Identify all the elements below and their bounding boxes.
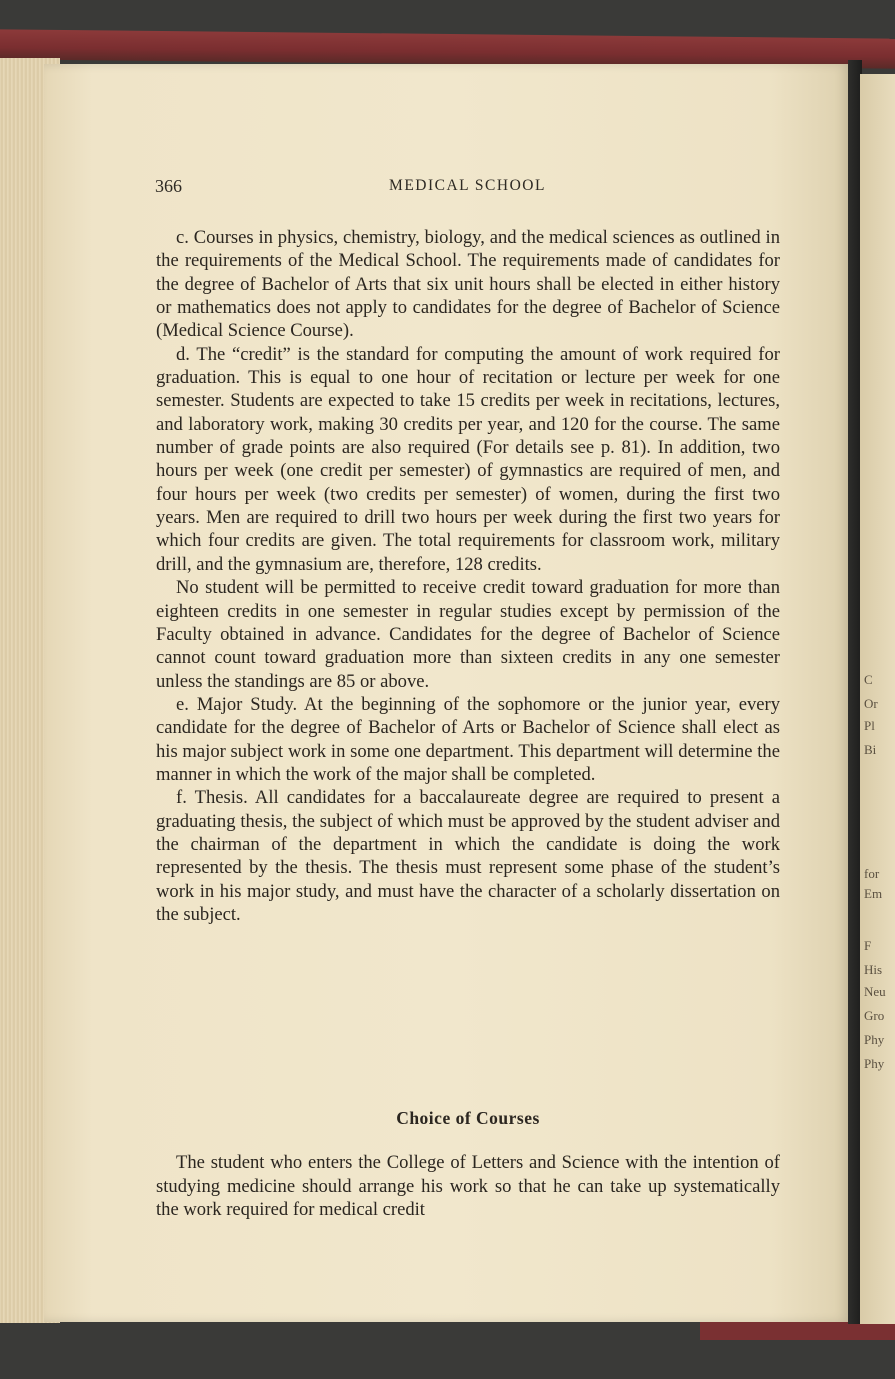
paragraph-credit-limit: No student will be permitted to receive credit toward graduation for more than eighteen credits in one semester in regular studies except by permission of the Faculty obtained in advance. Candidates for the degree of Bachelor of Science cannot count toward graduation more than sixteen credits in any one semester unless the standings are 85 or above.: [156, 577, 780, 692]
paragraph-e-major-study: e. Major Study. At the beginning of the sophomore or the junior year, every candidate for the degree of Bachelor of Arts or Bachelor of Science shall elect as his major subject work in some one department. This department will determine the manner in which the work of the major shall be completed.: [156, 693, 780, 785]
facing-page-fragment: Neu: [864, 984, 886, 999]
facing-page-fragment: Or: [864, 696, 878, 711]
facing-page-strip: [860, 74, 895, 1324]
facing-page-fragment: C: [864, 672, 873, 687]
book-cover-bottom-edge: [700, 1322, 895, 1340]
book-cover-top-edge: [0, 29, 895, 68]
facing-page-fragment: Bi: [864, 742, 877, 757]
paragraph-choice-of-courses: The student who enters the College of Letters and Science with the intention of studying medicine should arrange his work so that he can take up systematically the work required for medical credit: [156, 1152, 780, 1220]
section-body: [156, 1151, 780, 1222]
facing-page-fragment: Gro: [864, 1008, 885, 1023]
facing-page-fragment: F: [864, 938, 872, 953]
body-text: [156, 226, 780, 926]
running-head: [155, 176, 780, 200]
facing-page-fragment: Phy: [864, 1056, 885, 1071]
section-heading: Choice of Courses: [396, 1108, 540, 1128]
facing-page-fragment: Phy: [864, 1032, 885, 1047]
facing-page-fragment: for: [864, 866, 880, 881]
paragraph-c-courses: c. Courses in physics, chemistry, biology, and the medical sciences as outlined in the requirements of the Medical School. The requirements made of candidates for the degree of Bachelor of Arts that six unit hours shall be elected in either history or mathematics does not apply to candidates for the degree of Bachelor of Science (Medical Science Course).: [156, 227, 780, 342]
page-number: 366: [155, 176, 182, 196]
facing-page-fragment: Em: [864, 886, 883, 901]
facing-page-fragment: His: [864, 962, 883, 977]
paragraph-d-credit: d. The “credit” is the standard for computing the amount of work required for graduation. This is equal to one hour of recitation or lecture per week for one semester. Students are expected to take 15 credits per week in recitations, lectures, and laboratory work, making 30 credits per year, and 120 for the course. The same number of grade points are also required (For details see p. 81). In addition, two hours per week (one credit per semester) of gymnastics are required of men, and four hours per week (two credits per semester) of women, during the first two years. Men are required to drill two hours per week during the first two years for which four credits are given. The total requirements for classroom work, military drill, and the gymnasium are, therefore, 128 credits.: [156, 343, 780, 575]
running-head-title: MEDICAL SCHOOL: [389, 177, 546, 194]
facing-page-fragment: Pl: [864, 718, 875, 733]
paragraph-f-thesis: f. Thesis. All candidates for a baccalaureate degree are required to present a graduating thesis, the subject of which must be approved by the student adviser and the chairman of the department in which the candidate is doing the work represented by the thesis. The thesis must represent some phase of the student’s work in his major study, and must have the character of a scholarly dissertation on the subject.: [156, 787, 780, 925]
